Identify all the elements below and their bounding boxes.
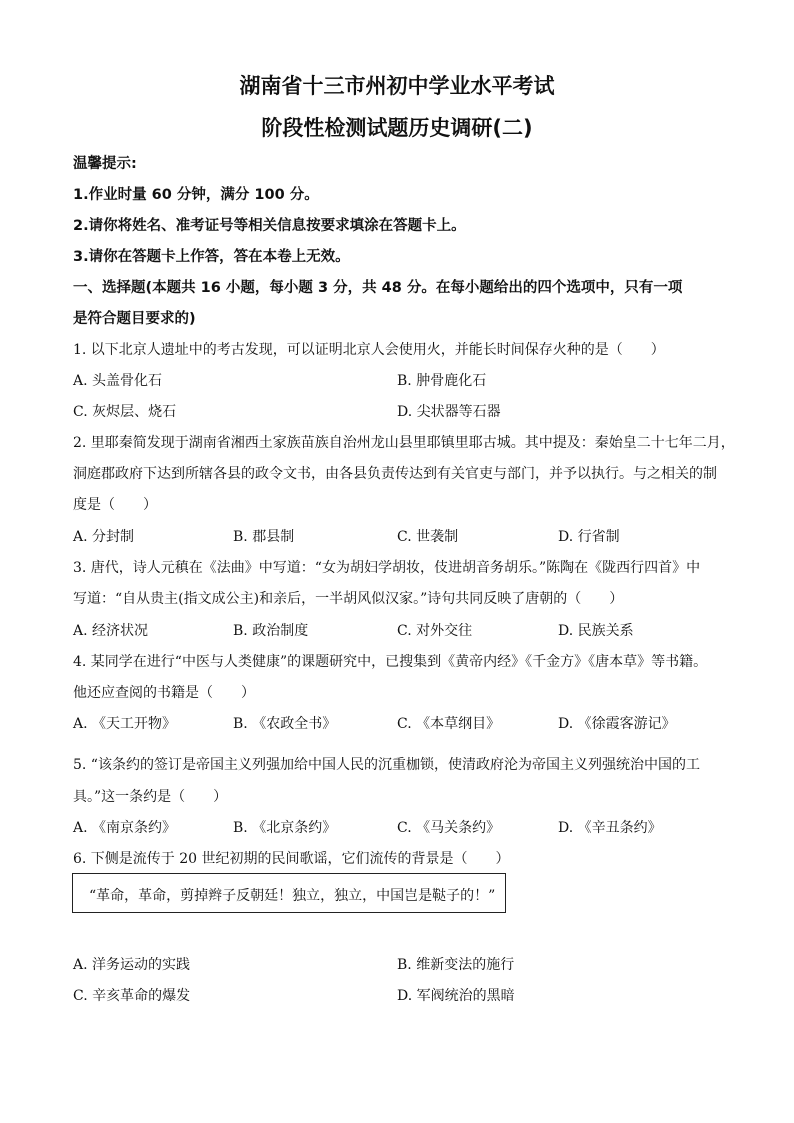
- option-c: C. 辛亥革命的爆发: [73, 988, 191, 1004]
- option-c: C. 《本草纲目》: [397, 716, 501, 732]
- question-stem-cont: 写道：“自从贵主(指文成公主)和亲后，一半胡风似汉家。”诗句共同反映了唐朝的（ ）: [73, 591, 624, 607]
- option-a: A. 洋务运动的实践: [73, 957, 191, 973]
- option-c: C. 《马关条约》: [397, 820, 501, 836]
- tip-item: 3.请你在答题卡上作答，答在本卷上无效。: [73, 249, 350, 265]
- section-heading: 一、选择题(本题共 16 小题，每小题 3 分，共 48 分。在每小题给出的四个选项中，只有一项: [73, 280, 683, 296]
- option-c: C. 灰烬层、烧石: [73, 404, 177, 420]
- option-b: B. 政治制度: [233, 623, 309, 639]
- option-c: C. 世袭制: [397, 529, 459, 545]
- tip-item: 1.作业时量 60 分钟，满分 100 分。: [73, 187, 319, 203]
- question-stem: 6. 下侧是流传于 20 世纪初期的民间歌谣，它们流传的背景是（ ）: [73, 851, 510, 867]
- option-a: A. 《南京条约》: [73, 820, 177, 836]
- option-a: A. 《天工开物》: [73, 716, 177, 732]
- option-a: A. 头盖骨化石: [73, 373, 163, 389]
- folk-song-quote: “革命，革命，剪掉辫子反朝廷！独立，独立，中国岂是鞑子的！”: [89, 888, 496, 904]
- option-b: B. 郡县制: [233, 529, 295, 545]
- option-d: D. 行省制: [558, 529, 620, 545]
- option-d: D. 尖状器等石器: [397, 404, 501, 420]
- question-stem-cont: 他还应查阅的书籍是（ ）: [73, 685, 255, 701]
- exam-subtitle: 阶段性检测试题历史调研(二): [261, 116, 533, 140]
- quote-box: [72, 873, 506, 913]
- option-d: D. 《徐霞客游记》: [558, 716, 676, 732]
- question-stem: 3. 唐代，诗人元稹在《法曲》中写道：“女为胡妇学胡妆，伎进胡音务胡乐。”陈陶在《陇西行四首》中: [73, 560, 701, 576]
- question-stem: 4. 某同学在进行“中医与人类健康”的课题研究中，已搜集到《黄帝内经》《千金方》《唐本草》等书籍。: [73, 654, 708, 670]
- option-c: C. 对外交往: [397, 623, 473, 639]
- option-a: A. 分封制: [73, 529, 135, 545]
- option-b: B. 《北京条约》: [233, 820, 337, 836]
- question-stem-cont: 度是（ ）: [73, 497, 157, 513]
- section-heading-cont: 是符合题目要求的): [73, 311, 196, 327]
- exam-title: 湖南省十三市州初中学业水平考试: [239, 74, 555, 98]
- option-d: D. 军阀统治的黑暗: [397, 988, 515, 1004]
- question-stem-cont: 洞庭郡政府下达到所辖各县的政令文书，由各县负责传达到有关官吏与部门，并予以执行。与之相关的制: [73, 466, 717, 482]
- tips-heading: 温馨提示:: [73, 156, 137, 172]
- question-stem: 2. 里耶秦简发现于湖南省湘西土家族苗族自治州龙山县里耶镇里耶古城。其中提及：秦始皇二十七年二月，: [73, 435, 735, 451]
- option-b: B. 《农政全书》: [233, 716, 337, 732]
- option-d: D. 《辛丑条约》: [558, 820, 662, 836]
- option-b: B. 维新变法的施行: [397, 957, 515, 973]
- option-d: D. 民族关系: [558, 623, 634, 639]
- question-stem: 5. “该条约的签订是帝国主义列强加给中国人民的沉重枷锁，使清政府沦为帝国主义列强统治中国的工: [73, 757, 700, 773]
- question-stem-cont: 具。”这一条约是（ ）: [73, 789, 228, 805]
- question-stem: 1. 以下北京人遗址中的考古发现，可以证明北京人会使用火，并能长时间保存火种的是（ ）: [73, 342, 665, 358]
- option-a: A. 经济状况: [73, 623, 149, 639]
- tip-item: 2.请你将姓名、准考证号等相关信息按要求填涂在答题卡上。: [73, 218, 466, 234]
- option-b: B. 肿骨鹿化石: [397, 373, 487, 389]
